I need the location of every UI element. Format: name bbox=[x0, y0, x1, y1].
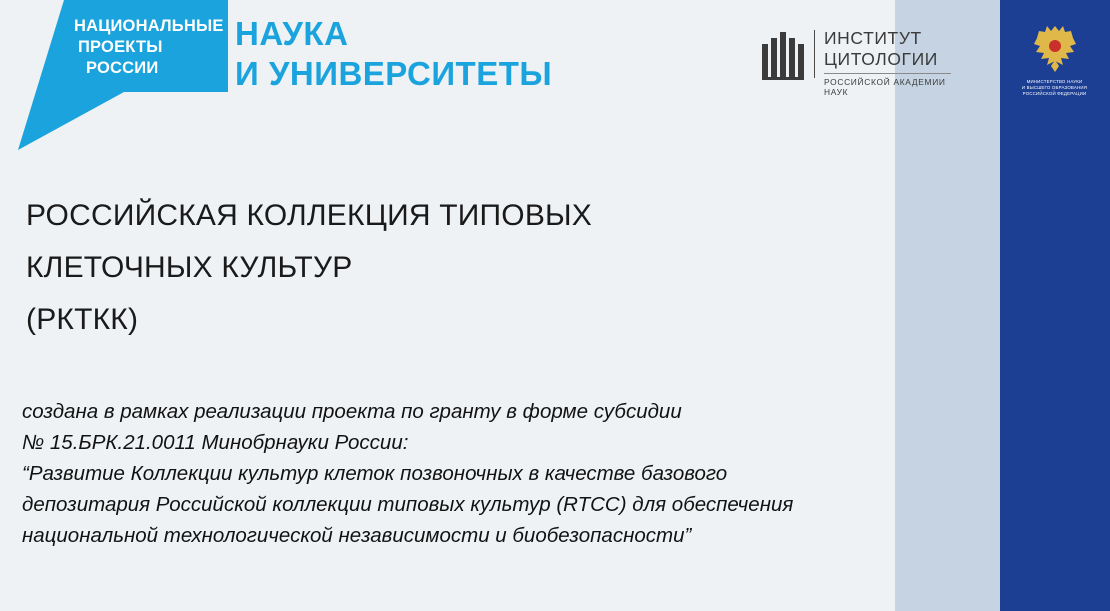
np-line-2: ПРОЕКТЫ bbox=[78, 38, 163, 56]
description-line-1: создана в рамках реализации проекта по гранту в форме субсидии bbox=[22, 400, 682, 423]
ministry-block bbox=[1002, 22, 1107, 97]
page-title bbox=[26, 190, 866, 346]
national-projects-logo bbox=[18, 0, 228, 150]
page-title-line-2: КЛЕТОЧНЫХ КУЛЬТУР bbox=[26, 251, 353, 284]
description-line-2: № 15.БРК.21.0011 Минобрнауки России: bbox=[22, 431, 409, 454]
cytology-line-3: РОССИЙСКОЙ АКАДЕМИИ НАУК bbox=[824, 77, 946, 97]
institute-wordmark bbox=[824, 28, 952, 97]
ministry-caption bbox=[1002, 79, 1107, 97]
institute-building-icon bbox=[762, 28, 806, 80]
page-title-line-3: (РКТКК) bbox=[26, 303, 139, 336]
np-line-1: НАЦИОНАЛЬНЫЕ bbox=[74, 17, 224, 35]
program-title-line-1: НАУКА bbox=[235, 15, 349, 52]
cytology-line-2: ЦИТОЛОГИИ bbox=[824, 49, 938, 69]
ministry-caption-line-3: РОССИЙСКОЙ ФЕДЕРАЦИИ bbox=[1022, 91, 1087, 96]
page-title-line-1: РОССИЙСКАЯ КОЛЛЕКЦИЯ ТИПОВЫХ bbox=[26, 199, 593, 232]
program-title bbox=[235, 14, 552, 94]
ministry-caption-line-2: И ВЫСШЕГО ОБРАЗОВАНИЯ bbox=[1021, 85, 1088, 90]
cytology-rule bbox=[824, 73, 951, 74]
cytology-line-1: ИНСТИТУТ bbox=[824, 28, 922, 48]
institute-of-cytology-logo bbox=[762, 28, 952, 97]
description-line-4: депозитария Российской коллекции типовых культур (RTCC) для обеспечения bbox=[22, 493, 794, 516]
program-title-line-2: И УНИВЕРСИТЕТЫ bbox=[235, 55, 553, 92]
double-headed-eagle-icon bbox=[1032, 22, 1078, 74]
logo-divider bbox=[814, 30, 815, 78]
ministry-caption-line-1: МИНИСТЕРСТВО НАУКИ bbox=[1026, 79, 1083, 84]
national-projects-wordmark bbox=[74, 16, 224, 79]
description-paragraph bbox=[22, 396, 982, 551]
description-line-5: национальной технологической независимости и биобезопасности” bbox=[22, 524, 692, 547]
np-line-3: РОССИИ bbox=[86, 59, 159, 77]
description-line-3: “Развитие Коллекции культур клеток позвоночных в качестве базового bbox=[22, 462, 728, 485]
